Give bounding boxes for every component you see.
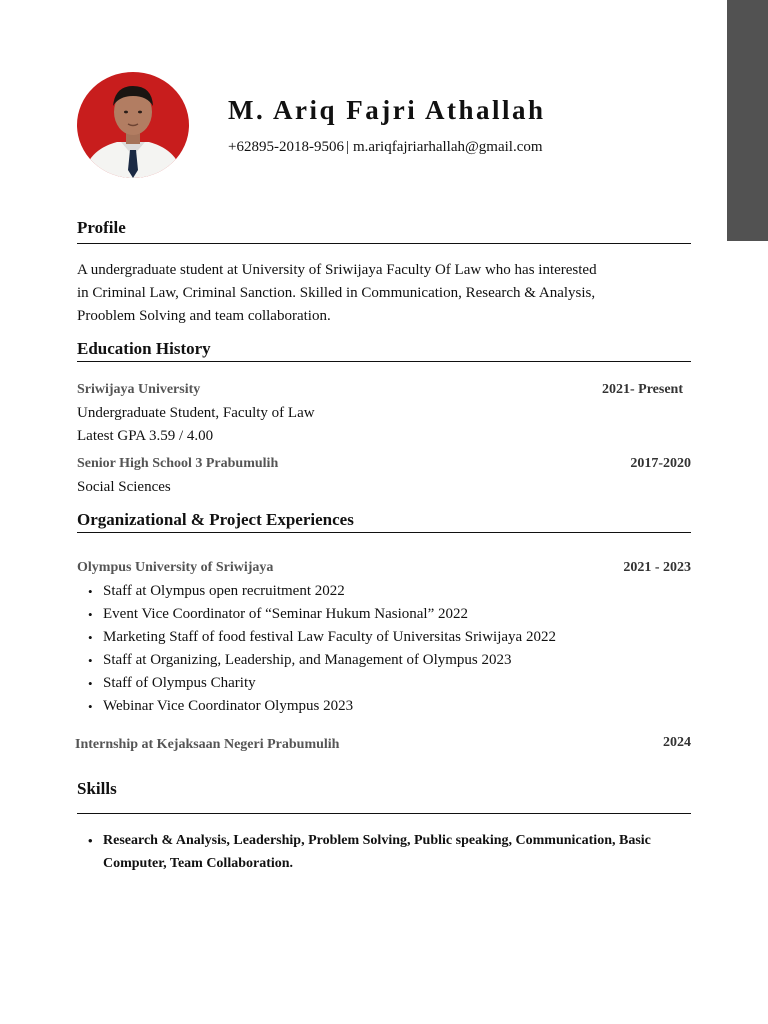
experience-bullet: • Staff at Organizing, Leadership, and Management of Olympus 2023 xyxy=(85,649,556,672)
experience-bullet-list xyxy=(85,580,556,718)
candidate-name: M. Ariq Fajri Athallah xyxy=(228,95,546,125)
contact-line xyxy=(228,137,543,157)
profile-line: A undergraduate student at University of Sriwijaya Faculty Of Law who has interested xyxy=(77,262,597,278)
education-detail: Social Sciences xyxy=(77,479,171,495)
experience-bullet: • Staff at Olympus open recruitment 2022 xyxy=(85,580,556,603)
section-divider xyxy=(77,243,691,244)
section-title-skills: Skills xyxy=(77,779,117,798)
phone-number: +62895-2018-9506 xyxy=(228,139,344,155)
experience-period: 2024 xyxy=(663,735,691,750)
section-divider xyxy=(77,813,691,814)
education-school: Senior High School 3 Prabumulih xyxy=(77,456,279,471)
profile-line: Prooblem Solving and team collaboration. xyxy=(77,308,331,324)
skills-list xyxy=(85,829,693,875)
profile-line: in Criminal Law, Criminal Sanction. Skilled in Communication, Research & Analysis, xyxy=(77,285,596,301)
education-detail: Latest GPA 3.59 / 4.00 xyxy=(77,428,214,444)
section-divider xyxy=(77,361,691,362)
experience-bullet: • Marketing Staff of food festival Law Faculty of Universitas Sriwijaya 2022 xyxy=(85,626,556,649)
education-period: 2021- Present xyxy=(602,382,683,397)
section-title-education: Education History xyxy=(77,339,211,358)
email-address: m.ariqfajriarhallah@gmail.com xyxy=(352,139,543,155)
profile-photo xyxy=(77,72,189,178)
experience-org: Internship at Kejaksaan Negeri Prabumulih xyxy=(75,737,340,752)
profile-text xyxy=(77,259,677,328)
side-tab xyxy=(727,0,768,241)
section-title-experience: Organizational & Project Experiences xyxy=(77,510,354,529)
experience-bullet: • Webinar Vice Coordinator Olympus 2023 xyxy=(85,695,556,718)
section-title-profile: Profile xyxy=(77,218,126,237)
experience-org: Olympus University of Sriwijaya xyxy=(77,560,274,575)
experience-bullet: • Event Vice Coordinator of “Seminar Hukum Nasional” 2022 xyxy=(85,603,556,626)
contact-separator: | xyxy=(345,139,349,155)
education-school: Sriwijaya University xyxy=(77,382,201,397)
experience-bullet: • Staff of Olympus Charity xyxy=(85,672,556,695)
skills-item: • Research & Analysis, Leadership, Problem Solving, Public speaking, Communication, Basic Computer, Team Collaboration. xyxy=(103,829,693,875)
education-detail: Undergraduate Student, Faculty of Law xyxy=(77,405,315,421)
section-divider xyxy=(77,532,691,533)
education-period: 2017-2020 xyxy=(630,456,691,471)
experience-period: 2021 - 2023 xyxy=(623,560,691,575)
